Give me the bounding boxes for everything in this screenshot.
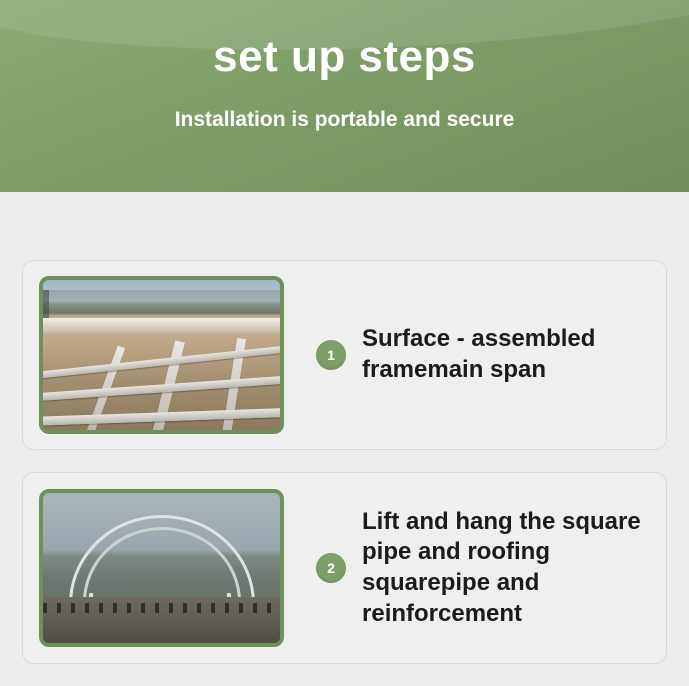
step-number-badge: 2 — [316, 553, 346, 583]
steps-list — [0, 192, 689, 664]
step-description: Surface - assembled framemain span — [362, 325, 596, 383]
page-title: set up steps — [213, 32, 476, 81]
step-number-badge: 1 — [316, 340, 346, 370]
step-card[interactable] — [22, 472, 667, 664]
step-image — [39, 276, 284, 434]
step-description: Lift and hang the square pipe and roofing squarepipe and reinforcement — [362, 507, 641, 627]
step-image — [39, 489, 284, 647]
step-card[interactable] — [22, 260, 667, 450]
page-subtitle: Installation is portable and secure — [174, 108, 515, 132]
page-header — [0, 0, 689, 192]
